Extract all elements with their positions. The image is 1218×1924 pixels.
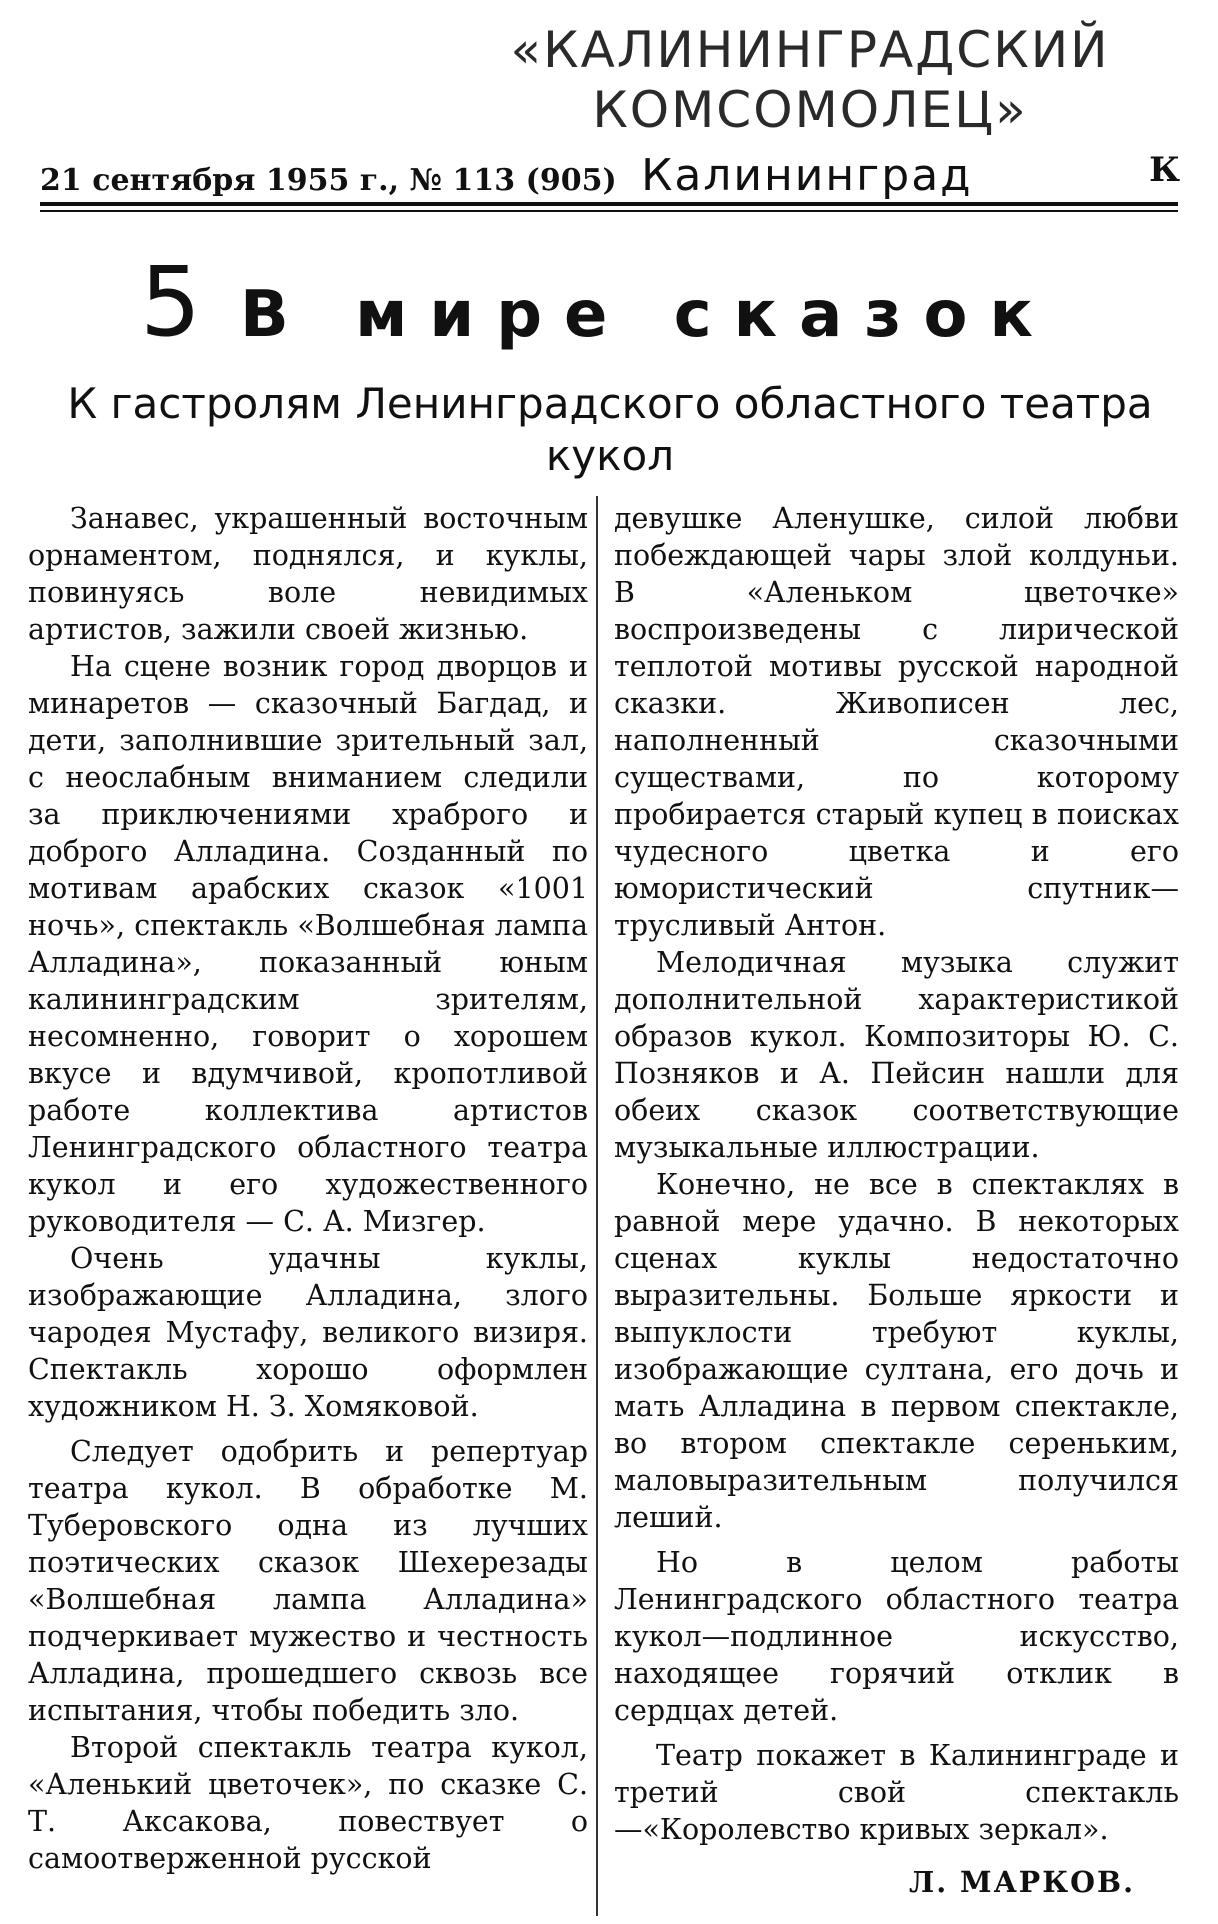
dateline-edge: К: [1149, 150, 1180, 190]
paragraph: Мелодичная музыка служит дополнительной характеристикой образов кукол. Композиторы Ю. С. Позняков и А. Пейсин нашли для обеих сказок соответствующие музыкальные иллюстрации.: [614, 946, 1179, 1164]
issue-date: 21 сентября 1955 г., № 113 (905): [40, 163, 617, 198]
article-title: В мире сказок: [240, 278, 1055, 352]
paragraph: Занавес, украшенный восточным орнаментом, поднялся, и куклы, повинуясь воле невидимых артистов, зажили своей жизнью.: [28, 502, 588, 646]
header-rule-thin: [40, 210, 1178, 212]
paragraph: Но в целом работы Ленинградского областного театра кукол—подлинное искусство, находящее горячий отклик в сердцах детей.: [614, 1546, 1179, 1727]
paragraph: Театр покажет в Калининграде и третий свой спектакль—«Королевство кривых зеркал».: [614, 1739, 1179, 1846]
paragraph: Следует одобрить и репертуар театра кукол. В обработке М. Туберовского одна из лучших поэтических сказок Шехерезады «Волшебная лампа Алладина» подчеркивает мужество и честность Алладина, прошедшего сквозь все испытания, чтобы победить зло.: [28, 1435, 588, 1727]
paragraph: Второй спектакль театра кукол, «Аленький цветочек», по сказке С. Т. Аксакова, повествует о самоотверженной русской: [28, 1731, 588, 1875]
newspaper-stamp: [490, 20, 1130, 140]
header-rule-thick: [40, 202, 1178, 206]
paragraph: Очень удачны куклы, изображающие Алладина, злого чародея Мустафу, великого визиря. Спектакль хорошо оформлен художником Н. З. Хомяковой.: [28, 1242, 588, 1423]
left-column: [28, 500, 588, 1877]
paragraph-continuation: девушке Аленушке, силой любви побеждающей чары злой колдуньи. В «Аленьком цветочке» воспроизведены с лирической теплотой мотивы русской народной сказки. Живописен лес, наполненный сказочными существами, по которому пробирается старый купец в поисках чудесного цветка и его юмористический спутник—трусливый Антон.: [614, 502, 1179, 942]
handwritten-number: 5: [140, 246, 202, 358]
paragraph: На сцене возник город дворцов и минаретов — сказочный Багдад, и дети, заполнившие зрительный зал, с неослабным вниманием следили за приключениями храброго и доброго Алладина. Созданный по мотивам арабских сказок «1001 ночь», спектакль «Волшебная лампа Алладина», показанный юным калининградским зрителям, несомненно, говорит о хорошем вкусе и вдумчивой, кропотливой работе коллектива артистов Ленинградского областного театра кукол и его художественного руководителя — С. А. Мизгер.: [28, 650, 588, 1238]
dateline: [40, 150, 1180, 201]
stamp-line-1: «КАЛИНИНГРАДСКИЙ: [510, 21, 1110, 79]
author-signature: Л. МАРКОВ.: [909, 1865, 1135, 1899]
article-subtitle: К гастролям Ленинградского областного театра кукол: [67, 379, 1153, 480]
right-column: [614, 500, 1179, 1901]
city-handwritten: Калининград: [641, 150, 973, 201]
paragraph: Конечно, не все в спектаклях в равной мере удачно. В некоторых сценах куклы недостаточно выразительны. Больше яркости и выпуклости требуют куклы, изображающие султана, его дочь и мать Алладина в первом спектакле, во втором спектакле сереньким, маловыразительным получился леший.: [614, 1168, 1179, 1534]
column-divider: [596, 496, 598, 1916]
stamp-line-2: КОМСОМОЛЕЦ»: [592, 81, 1028, 139]
